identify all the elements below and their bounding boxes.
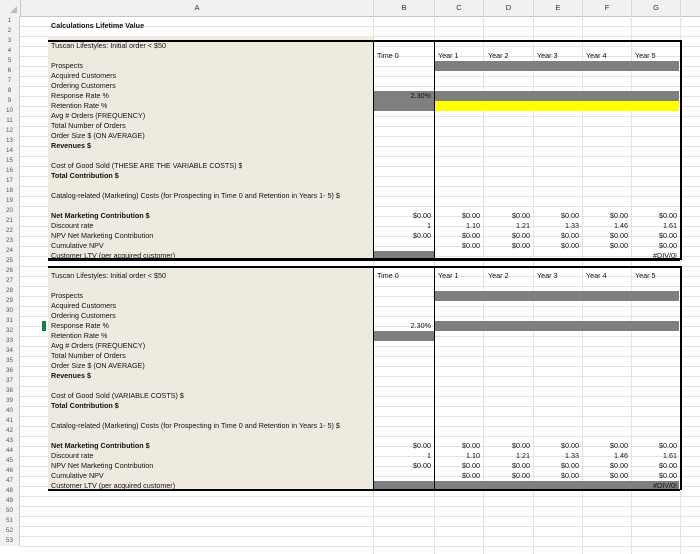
row-header[interactable]: 8 [0,86,20,96]
npv-value[interactable]: $0.00 [659,231,677,240]
cum-npv-value[interactable]: $0.00 [659,471,677,480]
row-header[interactable]: 7 [0,76,20,86]
row-header[interactable]: 17 [0,176,20,186]
column-header-f[interactable]: F [583,0,632,16]
row-label: NPV Net Marketing Contribution [51,461,154,470]
column-header-c[interactable]: C [435,0,484,16]
row-header[interactable]: 44 [0,446,20,456]
year-label: Year 5 [635,271,656,280]
row-header[interactable]: 16 [0,166,20,176]
row-header[interactable]: 3 [0,36,20,46]
sheet-title: Calculations Lifetime Value [51,21,145,30]
selected-cell-indicator [42,321,46,331]
row-header[interactable]: 53 [0,536,20,546]
row-label: Avg # Orders (FREQUENCY) [51,111,146,120]
row-header[interactable]: 41 [0,416,20,426]
row-header[interactable]: 5 [0,56,20,66]
row-header[interactable]: 46 [0,466,20,476]
discount-value[interactable]: 1.46 [614,451,628,460]
select-all-corner[interactable] [0,0,21,16]
label-area-block2 [48,266,373,490]
row-header[interactable]: 11 [0,116,20,126]
row-header[interactable]: 47 [0,476,20,486]
gridline [20,536,700,537]
npv-value[interactable]: $0.00 [462,231,480,240]
column-header-g[interactable]: G [632,0,681,16]
row-header[interactable]: 38 [0,386,20,396]
row-label: Net Marketing Contribution $ [51,211,150,220]
row-label: Catalog-related (Marketing) Costs (for Prospecting in Time 0 and Retention in Years 1- 5) $ [51,421,340,430]
row-label: Acquired Customers [51,71,117,80]
net-marketing-value[interactable]: $0.00 [462,211,480,220]
cum-npv-value[interactable]: $0.00 [561,241,579,250]
year-label: Time 0 [377,51,399,60]
row-header[interactable]: 20 [0,206,20,216]
discount-value[interactable]: 1.21 [516,451,530,460]
row-label: Prospects [51,61,83,70]
row-header[interactable]: 43 [0,436,20,446]
year-label: Year 1 [438,271,459,280]
cum-npv-value[interactable]: $0.00 [561,471,579,480]
cum-npv-value[interactable]: $0.00 [512,471,530,480]
row-label: Revenues $ [51,371,91,380]
row-label: Retention Rate % [51,331,108,340]
gridline [20,506,700,507]
row-header[interactable]: 12 [0,126,20,136]
discount-value[interactable]: 1.61 [663,221,677,230]
table-border [434,266,435,490]
row-header[interactable]: 10 [0,106,20,116]
cum-npv-value[interactable]: $0.00 [462,471,480,480]
row-header[interactable]: 4 [0,46,20,56]
row-label: Cumulative NPV [51,471,104,480]
npv-value[interactable]: $0.00 [512,461,530,470]
filled-range [435,61,679,71]
filled-range [435,291,679,301]
row-header[interactable]: 29 [0,296,20,306]
net-marketing-value[interactable]: $0.00 [413,441,431,450]
year-label: Year 5 [635,51,656,60]
row-label: Customer LTV (per acquired customer) [51,251,176,260]
npv-value[interactable]: $0.00 [462,461,480,470]
row-label: Acquired Customers [51,301,117,310]
row-header[interactable]: 6 [0,66,20,76]
discount-value[interactable]: 1.61 [663,451,677,460]
year-label: Year 3 [537,271,558,280]
label-area-block1 [48,36,373,260]
discount-value[interactable]: 1 [427,451,431,460]
row-header[interactable]: 40 [0,406,20,416]
table-border [48,266,680,268]
column-header-a[interactable]: A [21,0,374,16]
highlighted-range [435,101,679,111]
net-marketing-value[interactable]: $0.00 [659,211,677,220]
column-header-e[interactable]: E [534,0,583,16]
net-marketing-value[interactable]: $0.00 [512,441,530,450]
row-header[interactable]: 24 [0,246,20,256]
cum-npv-value[interactable]: $0.00 [659,241,677,250]
row-label: Avg # Orders (FREQUENCY) [51,341,146,350]
block2-header: Tuscan Lifestyles: Initial order < $50 [51,271,166,280]
row-header[interactable]: 49 [0,496,20,506]
discount-value[interactable]: 1.33 [565,451,579,460]
row-label: Total Number of Orders [51,121,126,130]
row-header[interactable]: 50 [0,506,20,516]
gridline [20,546,700,547]
discount-value[interactable]: 1.10 [466,221,480,230]
response-rate-value[interactable]: 2.30% [410,321,431,330]
row-header[interactable]: 34 [0,346,20,356]
block1-header: Tuscan Lifestyles: Initial order < $50 [51,41,166,50]
column-header-h[interactable] [681,0,700,16]
column-header-bar [0,0,700,17]
row-header[interactable]: 15 [0,156,20,166]
row-label: Discount rate [51,221,94,230]
row-label: Catalog-related (Marketing) Costs (for Prospecting in Time 0 and Retention in Years 1- 5) $ [51,191,340,200]
row-label: Customer LTV (per acquired customer) [51,481,176,490]
row-header[interactable]: 39 [0,396,20,406]
row-header[interactable]: 37 [0,376,20,386]
response-rate-value[interactable]: 2.30% [410,91,431,100]
net-marketing-value[interactable]: $0.00 [610,211,628,220]
npv-value[interactable]: $0.00 [413,461,431,470]
row-label: Total Contribution $ [51,401,119,410]
row-header[interactable]: 32 [0,326,20,336]
row-label: Order Size $ (ON AVERAGE) [51,131,145,140]
row-header[interactable]: 45 [0,456,20,466]
row-label: Ordering Customers [51,311,116,320]
gridline [20,496,700,497]
discount-value[interactable]: 1.33 [565,221,579,230]
row-header[interactable]: 18 [0,186,20,196]
row-label: Response Rate % [51,321,109,330]
row-header[interactable]: 36 [0,366,20,376]
row-header[interactable]: 52 [0,526,20,536]
column-header-d[interactable]: D [484,0,534,16]
row-label: Response Rate % [51,91,109,100]
row-label: Net Marketing Contribution $ [51,441,150,450]
row-label: Order Size $ (ON AVERAGE) [51,361,145,370]
row-header[interactable]: 35 [0,356,20,366]
row-header[interactable]: 28 [0,286,20,296]
year-label: Year 3 [537,51,558,60]
cum-npv-value[interactable]: $0.00 [462,241,480,250]
row-header[interactable]: 33 [0,336,20,346]
row-header[interactable]: 30 [0,306,20,316]
net-marketing-value[interactable]: $0.00 [561,211,579,220]
cum-npv-value[interactable]: $0.00 [610,471,628,480]
row-header[interactable]: 26 [0,266,20,276]
discount-value[interactable]: 1.46 [614,221,628,230]
row-label: Discount rate [51,451,94,460]
cum-npv-value[interactable] [376,241,431,251]
row-label: Prospects [51,291,83,300]
cum-npv-value[interactable]: $0.00 [610,241,628,250]
year-label: Year 4 [586,51,607,60]
npv-value[interactable]: $0.00 [413,231,431,240]
table-border [434,40,435,260]
row-header[interactable]: 42 [0,426,20,436]
filled-range [374,331,434,341]
cum-npv-value[interactable]: $0.00 [512,241,530,250]
year-label: Year 1 [438,51,459,60]
year-label: Year 2 [488,51,509,60]
row-header[interactable]: 48 [0,486,20,496]
cum-npv-value[interactable] [376,471,431,481]
column-header-b[interactable]: B [374,0,435,16]
row-label: Cumulative NPV [51,241,104,250]
row-header[interactable]: 1 [0,16,20,26]
row-header[interactable]: 22 [0,226,20,236]
row-header[interactable]: 19 [0,196,20,206]
row-header[interactable]: 2 [0,26,20,36]
row-label: Total Contribution $ [51,171,119,180]
discount-value[interactable]: 1.21 [516,221,530,230]
npv-value[interactable]: $0.00 [610,461,628,470]
net-marketing-value[interactable]: $0.00 [610,441,628,450]
year-label: Time 0 [377,271,399,280]
net-marketing-value[interactable]: $0.00 [512,211,530,220]
table-border [373,266,374,490]
row-header[interactable]: 13 [0,136,20,146]
filled-range [435,91,679,101]
row-label: Retention Rate % [51,101,108,110]
row-header[interactable]: 9 [0,96,20,106]
row-header[interactable]: 21 [0,216,20,226]
ltv-value[interactable]: #DIV/0! [653,481,677,490]
row-label: Revenues $ [51,141,91,150]
row-header[interactable]: 25 [0,256,20,266]
row-label: Total Number of Orders [51,351,126,360]
npv-value[interactable]: $0.00 [659,461,677,470]
year-label: Year 4 [586,271,607,280]
npv-value[interactable]: $0.00 [561,231,579,240]
row-header[interactable]: 14 [0,146,20,156]
table-border [680,145,682,185]
row-label: Cost of Good Sold (VARIABLE COSTS) $ [51,391,184,400]
row-label: NPV Net Marketing Contribution [51,231,154,240]
year-label: Year 2 [488,271,509,280]
net-marketing-value[interactable]: $0.00 [659,441,677,450]
table-border [680,266,682,490]
npv-value[interactable]: $0.00 [512,231,530,240]
select-all-icon [10,6,17,13]
net-marketing-value[interactable]: $0.00 [462,441,480,450]
ltv-value[interactable]: #DIV/0! [653,251,677,260]
filled-range [374,101,434,111]
row-label: Cost of Good Sold (THESE ARE THE VARIABLE COSTS) $ [51,161,243,170]
row-header[interactable]: 27 [0,276,20,286]
discount-value[interactable]: 1 [427,221,431,230]
row-label: Ordering Customers [51,81,116,90]
discount-value[interactable]: 1.10 [466,451,480,460]
net-marketing-value[interactable]: $0.00 [413,211,431,220]
gridline [20,526,700,527]
net-marketing-value[interactable]: $0.00 [561,441,579,450]
table-border [373,40,374,260]
row-header[interactable]: 51 [0,516,20,526]
npv-value[interactable]: $0.00 [561,461,579,470]
row-header[interactable]: 23 [0,236,20,246]
npv-value[interactable]: $0.00 [610,231,628,240]
row-header[interactable]: 31 [0,316,20,326]
gridline [20,516,700,517]
filled-range [435,321,679,331]
